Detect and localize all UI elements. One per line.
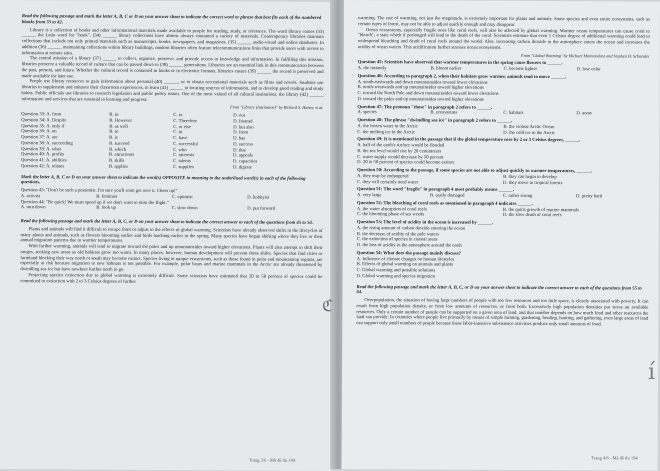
option: A. very large xyxy=(356,193,382,199)
option: C. rather strong xyxy=(502,193,533,199)
option: C. have xyxy=(173,136,188,142)
passage-2-paragraph: With further warming, animals will tend to migrate toward the poles and up mountainsides toward higher elevations. Plants will also attempt to shift their ranges, seeking new areas as old habitats grow too warm. In many places, however, human development will prevent these shifts. Species that find cities or farmland blocking their way north or south may become extinct. Species living in unique ecosystems, such as those found in polar and mountaintop regions, are especially at risk because migration to new habitats is not possible. For example, polar bears and marine mammals in the Arctic are already threatened by dwindling sea ice but have nowhere further north to go. xyxy=(20,244,323,273)
option: C. who xyxy=(173,147,187,153)
option: B. the violent Arctic Ocean xyxy=(503,124,555,130)
question-48-options xyxy=(357,124,649,137)
page-footer: Trang 3/6 - Mã đề thi 194 xyxy=(248,457,296,463)
option: C. Global warming and possible solutions xyxy=(356,268,436,274)
passage-3-paragraph: Overpopulation, the situation of having large numbers of people with too few resources and too little space, is closely associated with poverty. It can result from high population density, or from low amounts of resources, or from both. Excessively high population densities put stress on available resources. Only a certain number of people can be supported on a given area of land, and that number depends on how much food and other resources the land can provide. In countries where people live primarily by means of simple farming, gardening, herding, hunting, and gathering, even large areas of land can support only small numbers of people because these labor-intensive subsistence activities produce only small amounts of food. xyxy=(356,298,649,328)
option: A. south-eastwards and down mountainsides toward lower elevations xyxy=(357,79,488,86)
question-48-stem: Question 48: The phrase "dwindling sea ice" in paragraph 2 refers to ______. xyxy=(357,118,513,124)
passage-2-paragraph: Plants and animals will find it difficult to escape from or adjust to the effects of global warming. Scientists have already observed shifts in the lifecycles of many plants and animals, such as flowers blooming earlier and birds hatching earlier in the spring. Many species have begun shifting where they live or their annual migration patterns due to warmer temperatures. xyxy=(20,226,323,245)
question-46-stem: Question 46: According to paragraph 2, when their habitats grow warmer, animals tend to move ______. xyxy=(357,73,567,80)
option: D. the slow death of coral reefs xyxy=(502,213,562,219)
option: B. Effects of global warming on animals and plants xyxy=(356,262,454,268)
option: D. toward the poles and up mountainsides toward higher elevations xyxy=(357,96,484,103)
option: Question 33: A. from xyxy=(21,112,62,118)
option: D. Instead xyxy=(233,119,253,125)
question-50-options xyxy=(357,174,649,187)
question-44-options xyxy=(21,205,323,213)
question-47-stem: Question 47: The pronoun "those" in paragraph 2 refers to ______. xyxy=(357,104,493,111)
option: B. applies xyxy=(108,164,128,170)
instruction-43-44: Mark the letter A, B, C or D on your answer sheet to indicate the word(s) OPPOSITE in meaning to the underlined word(s) in each of the following questions. xyxy=(20,174,306,186)
option: B. north-westwards and up mountainsides toward higher elevations xyxy=(357,85,484,91)
option: D. lose color xyxy=(576,67,601,73)
question-50-stem: Question 50: According to the passage, if some species are not able to adjust quickly to warmer temperatures, ______. xyxy=(357,168,592,175)
option: C. Therefore xyxy=(173,118,198,124)
passage-1-paragraph: Library is a collection of books and other informational materials made available to people for reading, study, or reference. The word library comes (33) ______ the Latin word for "book". (34) ______ library collections have almost always contained a variety of materials. Contemporary libraries maintain collections that include not only printed materials such as manuscripts, books, newspapers, and magazines, (35) ______ audio-visual and online databases. In addition (36) ______ maintaining collections within library buildings, modern libraries often feature telecommunications links that provide users with access to information at remote sites. xyxy=(21,27,324,56)
option: B. the decrease of acidity of the pole waters xyxy=(356,231,439,238)
option: C. the melting ice in the Arctic xyxy=(357,129,415,135)
option: D. hobbyist xyxy=(247,195,270,201)
question-52-stem: Question 52: The bleaching of coral reefs as mentioned in paragraph 4 indicates ______. xyxy=(356,200,533,207)
option: B. look up xyxy=(96,205,116,211)
margin-mark: ℭ xyxy=(322,296,334,315)
passage-2-source: From "Global Warming" by Michael Mastrandrea and Stephen H. Schneider xyxy=(521,52,650,59)
option: C. interests xyxy=(173,153,195,159)
question-54-options xyxy=(357,257,649,282)
option: A. the water absorption of coral reefs xyxy=(356,206,427,212)
option: B. attractions xyxy=(109,152,135,159)
option: A. they may be endangered xyxy=(357,173,409,180)
question-54-stem: Question 54: What does the passage mainly discuss? xyxy=(356,250,461,257)
passage-1-source: From "Library (Institution)" by Richard S. Halsey et al. xyxy=(230,104,324,111)
options-grid-33-42 xyxy=(21,112,323,171)
instruction-55-64: Read the following passage and mark the letter A, B, C, or D on your answer sheet to indicate the correct answer to each of the questions from 55 to 64. xyxy=(356,284,642,296)
option: Question 41: A. abilities xyxy=(21,158,67,164)
option: D. put forward xyxy=(247,206,275,212)
option: D. but also xyxy=(233,124,254,131)
option: B. feminist xyxy=(96,194,118,200)
option: Question 42: A. relates xyxy=(20,163,64,170)
option: D. pretty hard xyxy=(575,194,603,200)
option: B. the sea level would rise by 20 centimeters xyxy=(357,148,442,155)
question-46-options xyxy=(357,80,649,105)
option: C. to xyxy=(173,113,183,119)
option: C. they will certainly need water xyxy=(357,179,419,185)
passage-1-paragraph: People use library resources to gain information about personal (40) ______, or to obtain recreational materials such as films and novels. Students use libraries to supplement and enhance their classroom experiences, to learn (41) ______ in locating sources of information, and to develop good reading and study habits. Public officials use libraries to research legislation and public policy issues. One of the most valued of all cultural institutions, the library (42) ______ information and services that are essential to learning and progress. xyxy=(21,79,324,103)
option: A. the rising amount of carbon dioxide entering the ocean xyxy=(356,225,466,232)
option: D. has xyxy=(233,136,246,142)
instruction-45-54: Read the following passage and mark the letter A, B, C, or D on your answer sheet to indicate the correct answer to each of the questions from 45 to 54. xyxy=(20,219,313,226)
option: A. die instantly xyxy=(357,66,387,72)
question-53-options xyxy=(357,226,649,251)
option: D. that xyxy=(233,147,246,154)
option: C. water supply would decrease by 50 percent xyxy=(357,154,444,161)
question-51-stem: Question 51: The word "fragile" in paragraph 4 most probably means ______. xyxy=(356,187,514,194)
option: A. species xyxy=(357,110,377,116)
option: D. they move to tropical forests xyxy=(503,180,563,186)
question-53-stem: Question 53: The level of acidity in the ocean is increased by ______. xyxy=(356,220,494,226)
option: C. the extinction of species in coastal areas xyxy=(356,237,438,243)
option: B. to xyxy=(109,129,119,135)
question-45-stem: Question 45: Scientists have observed that warmer temperatures in the spring cause flowers to ______. xyxy=(357,60,563,67)
option: C. toward the North Pole and down mountainsides toward lower elevations xyxy=(357,91,499,97)
option: C. talents xyxy=(173,159,191,165)
page-footer: Trang 4/6 - Mã đề thi 194 xyxy=(591,455,638,461)
option: C. supplies xyxy=(172,164,194,170)
option: Question 40: A. profits xyxy=(21,152,65,158)
option: B. in xyxy=(109,112,119,118)
option: Question 34: A. Despite xyxy=(21,117,67,124)
question-51-options xyxy=(357,193,649,200)
option: C. habitats xyxy=(503,111,524,117)
option: Question 35: A. only if xyxy=(21,123,65,129)
question-47-options xyxy=(357,110,649,117)
option: B. succeed xyxy=(109,141,130,147)
option: D. areas xyxy=(576,111,592,117)
option: B. ecosystems xyxy=(430,110,458,116)
passage-1-paragraph: The central mission of a library (37) ______ to collect, organize, preserve, and provide access to knowledge and information. In fulfilling this mission, libraries preserve a valuable record of culture that can be passed down to (38) ______ generations. Libraries are an essential link in this communication between the past, present, and future. Whether the cultural record is contained in books or in electronic formats, libraries ensure (39) ______ the record is preserved and made available for later use. xyxy=(21,56,324,79)
option: D. the loss of acidity in the atmosphere around the earth xyxy=(356,243,462,249)
option: D. capacities xyxy=(232,159,258,165)
option: A. half of the earth's surface would be flooded xyxy=(357,143,445,149)
question-44-stem: Question 44: "Be quick! We must speed up if we don't want to miss the flight." xyxy=(20,199,169,206)
option: D. digests xyxy=(232,165,252,171)
option: D. out xyxy=(233,113,246,119)
option: C. the blooming phase of sea weeds xyxy=(356,212,425,218)
option: C. or else xyxy=(173,124,192,130)
option: B. the quick growth of marine mammals xyxy=(502,207,579,213)
option: D. 20 to 50 percent of species could become extinct xyxy=(357,160,455,166)
option: A. Influence of climate changes on human lifestyles xyxy=(356,256,455,263)
option: Question 39: A. what xyxy=(21,146,61,152)
right-page xyxy=(342,0,660,471)
option: B. bloom earlier xyxy=(430,66,462,72)
margin-mark: í xyxy=(648,360,656,385)
option: B. is xyxy=(109,135,118,141)
option: B. skills xyxy=(109,158,125,164)
passage-2-paragraph: Ocean ecosystems, especially fragile ones like coral reefs, will also be affected by global warming. Warmer ocean temperatures can cause coral to "bleach", a state which if prolonged will lead to the death of the coral. Scientists estimate that even 1 Celsius degree of additional warming could lead to widespread bleaching and death of coral reefs around the world. Also, increasing carbon dioxide in the atmosphere enters the ocean and increases the acidity of ocean waters. This acidification further stresses ocean ecosystems. xyxy=(357,27,650,51)
option: D. appeals xyxy=(233,153,253,159)
option: C. become lighter xyxy=(503,66,538,73)
question-43-stem: Question 43: "Don't be such a pessimist. I'm sure you'll soon get over it. Cheer up!" xyxy=(20,188,178,195)
option: A. the frozen water in the Arctic xyxy=(357,123,418,130)
option: D. from xyxy=(233,130,249,136)
question-52-options xyxy=(357,207,649,220)
option: A. turn down xyxy=(20,205,46,211)
passage-2-paragraph: Projecting species extinction due to global warming is extremely difficult. Some scientists have estimated that 20 to 50 percent of species could be committed to extinction with 2 to 3 Celsius degrees of further xyxy=(20,272,323,285)
option: D. success xyxy=(233,142,253,148)
option: C. slow down xyxy=(171,206,198,212)
option: A. activist xyxy=(20,193,41,199)
question-45-options xyxy=(358,66,650,73)
passage-2-paragraph: warming. The rate of warming, not just the magnitude, is extremely important for plants and animals. Some species and even entire ecosystems, such as certain types of forest, may not be able to adjust quickly enough and may disappear. xyxy=(357,16,650,28)
option: B. which xyxy=(109,147,127,153)
option: Question 38: A. succeeding xyxy=(21,140,73,147)
option: B. they can begin to develop xyxy=(503,174,557,180)
option: Question 37: A. are xyxy=(21,135,58,141)
option: B. easily damaged xyxy=(429,193,465,199)
option: D. Global warming and species migration xyxy=(356,273,435,280)
option: D. the cold ice in the Arctic xyxy=(503,130,556,136)
option: C. optimist xyxy=(171,194,193,200)
option: B. as well xyxy=(109,124,128,130)
question-49-options xyxy=(357,143,649,168)
question-49-stem: Question 49: It is mentioned in the passage that if the global temperature rose by 2 or 3 Celsius degrees, ______. xyxy=(357,137,581,144)
option: C. in xyxy=(173,130,183,136)
instruction-33-42: Read the following passage and mark the letter A, B, C or D on your answer sheet to indicate the correct word or phrase that best fits each of the numbered blanks from 33 to 42. xyxy=(21,14,322,26)
option: Question 36: A. on xyxy=(21,129,57,135)
option: C. successful xyxy=(173,141,198,147)
option: B. However xyxy=(109,118,132,124)
